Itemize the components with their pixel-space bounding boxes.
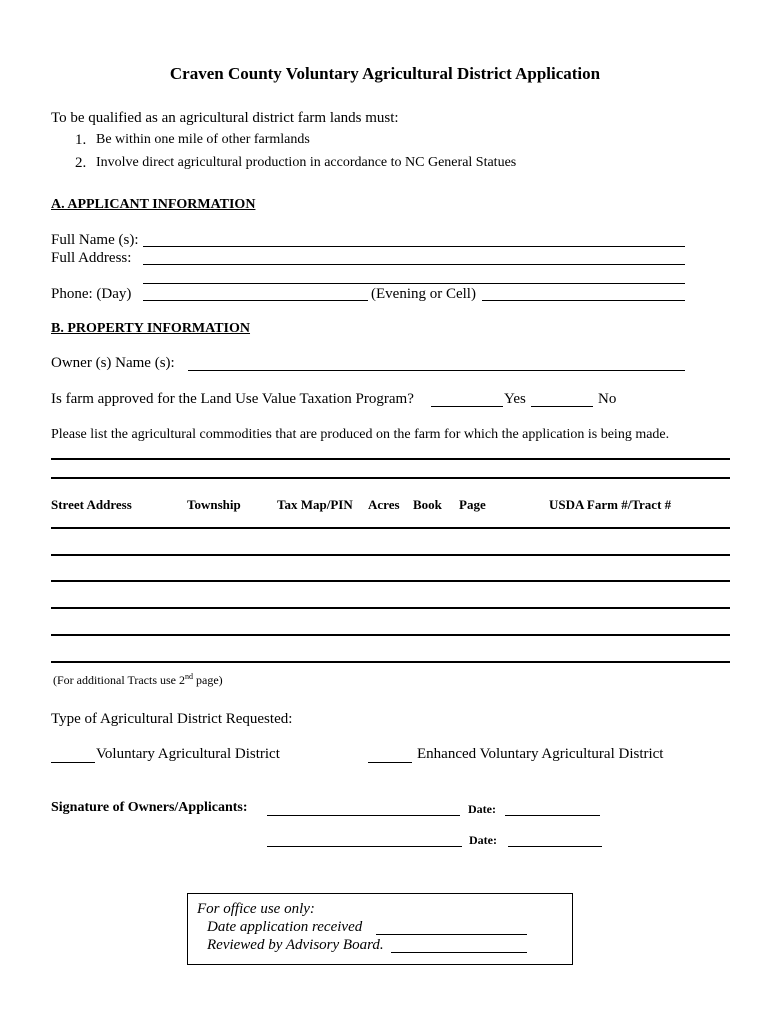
full-name-label: Full Name (s): [51,232,139,248]
signature-field-2[interactable] [267,846,462,847]
land-use-no-label: No [598,391,617,407]
intro-item-2-text: Involve direct agricultural production in accordance to NC General Statues [96,155,517,170]
phone-day-label: Phone: (Day) [51,286,132,302]
column-usda-farm-tract: USDA Farm #/Tract # [549,497,672,512]
full-address-field-line-1[interactable] [143,264,685,265]
full-address-label: Full Address: [51,250,132,266]
phone-evening-label: (Evening or Cell) [371,286,476,302]
page-title: Craven County Voluntary Agricultural District Application [169,64,601,83]
date-label-1: Date: [468,802,496,816]
additional-tracts-note-superscript: nd [185,672,193,681]
table-row[interactable] [51,580,730,582]
enhanced-district-field[interactable] [368,762,412,763]
date-received-field[interactable] [376,934,527,935]
voluntary-district-field[interactable] [51,762,95,763]
column-township: Township [187,497,241,512]
table-row[interactable] [51,634,730,636]
commodities-field-line-2[interactable] [51,477,730,479]
voluntary-district-label: Voluntary Agricultural District [96,746,280,762]
column-book: Book [413,497,442,512]
enhanced-district-label: Enhanced Voluntary Agricultural District [417,746,664,762]
table-row[interactable] [51,661,730,663]
table-row[interactable] [51,527,730,529]
date-field-2[interactable] [508,846,602,847]
column-acres: Acres [368,497,400,512]
office-use-box [187,893,573,965]
land-use-yes-label: Yes [504,391,526,407]
date-label-2: Date: [469,833,497,847]
signature-label: Signature of Owners/Applicants: [51,800,248,815]
commodities-prompt: Please list the agricultural commodities that are produced on the farm for which the application is being made. [51,427,670,442]
intro-text: To be qualified as an agricultural district farm lands must: [51,110,399,126]
office-use-heading: For office use only: [197,901,315,917]
full-address-field-line-2[interactable] [143,283,685,284]
reviewed-label: Reviewed by Advisory Board. [207,937,384,953]
column-street-address: Street Address [51,497,132,512]
section-a-heading: A. APPLICANT INFORMATION [51,197,256,212]
phone-evening-field[interactable] [482,300,685,301]
table-row[interactable] [51,607,730,609]
land-use-yes-field[interactable] [431,406,503,407]
table-row[interactable] [51,554,730,556]
additional-tracts-note [53,673,223,688]
full-name-field[interactable] [143,246,685,247]
intro-item-2-number: 2. [75,155,87,171]
land-use-question: Is farm approved for the Land Use Value Taxation Program? [51,391,414,407]
column-page: Page [459,497,486,512]
intro-item-1-number: 1. [75,132,87,148]
additional-tracts-note-text: (For additional Tracts use 2 [53,673,185,687]
additional-tracts-note-suffix: page) [193,673,223,687]
land-use-no-field[interactable] [531,406,593,407]
phone-day-field[interactable] [143,300,368,301]
commodities-field-line-1[interactable] [51,458,730,460]
date-field-1[interactable] [505,815,600,816]
district-type-label: Type of Agricultural District Requested: [51,711,293,727]
owner-name-label: Owner (s) Name (s): [51,355,175,371]
signature-field-1[interactable] [267,815,460,816]
column-tax-map-pin: Tax Map/PIN [277,497,353,512]
reviewed-field[interactable] [391,952,527,953]
date-received-label: Date application received [207,919,363,935]
intro-item-1-text: Be within one mile of other farmlands [96,132,310,147]
section-b-heading: B. PROPERTY INFORMATION [51,321,251,336]
owner-name-field[interactable] [188,370,685,371]
